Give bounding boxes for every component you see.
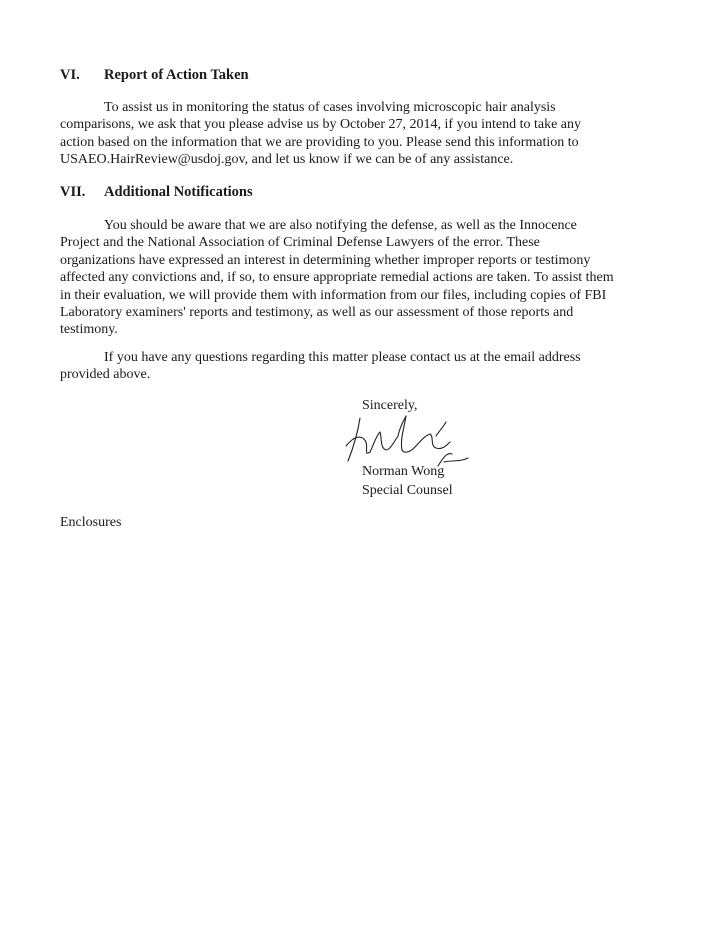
section-number: VII. xyxy=(60,184,86,200)
closing-paragraph: If you have any questions regarding this matter please contact us at the email address provided above. xyxy=(60,350,581,383)
signature-block xyxy=(362,398,562,508)
valediction: Sincerely, xyxy=(362,398,418,413)
section-title: Additional Notifications xyxy=(104,184,253,200)
enclosures-note: Enclosures xyxy=(60,515,122,530)
section-heading-additional-notifications xyxy=(60,184,253,201)
section-heading-report-of-action-taken xyxy=(60,67,249,84)
signer-name: Norman Wong xyxy=(362,464,445,479)
section-number: VI. xyxy=(60,67,80,83)
section-title: Report of Action Taken xyxy=(104,67,249,83)
section-paragraph-report-of-action-taken: To assist us in monitoring the status of cases involving microscopic hair analysis comparisons, we ask that you please advise us by October 27, 2014, if you intend to take any action based on the information that we are providing to you. Please send this information to USAEO.HairReview@usdoj.gov, and let us know if we can be of any assistance. xyxy=(60,100,581,168)
section-paragraph-additional-notifications: You should be aware that we are also notifying the defense, as well as the Innocence Project and the National Association of Criminal Defense Lawyers of the error. These organizations have expressed an interest in determining whether improper reports or testimony affected any convictions and, if so, to ensure appropriate remedial actions are taken. To assist them in their evaluation, we will provide them with information from our files, including copies of FBI Laboratory examiners' reports and testimony, as well as our assessment of those reports and testimony. xyxy=(60,218,614,338)
signer-title: Special Counsel xyxy=(362,483,453,498)
